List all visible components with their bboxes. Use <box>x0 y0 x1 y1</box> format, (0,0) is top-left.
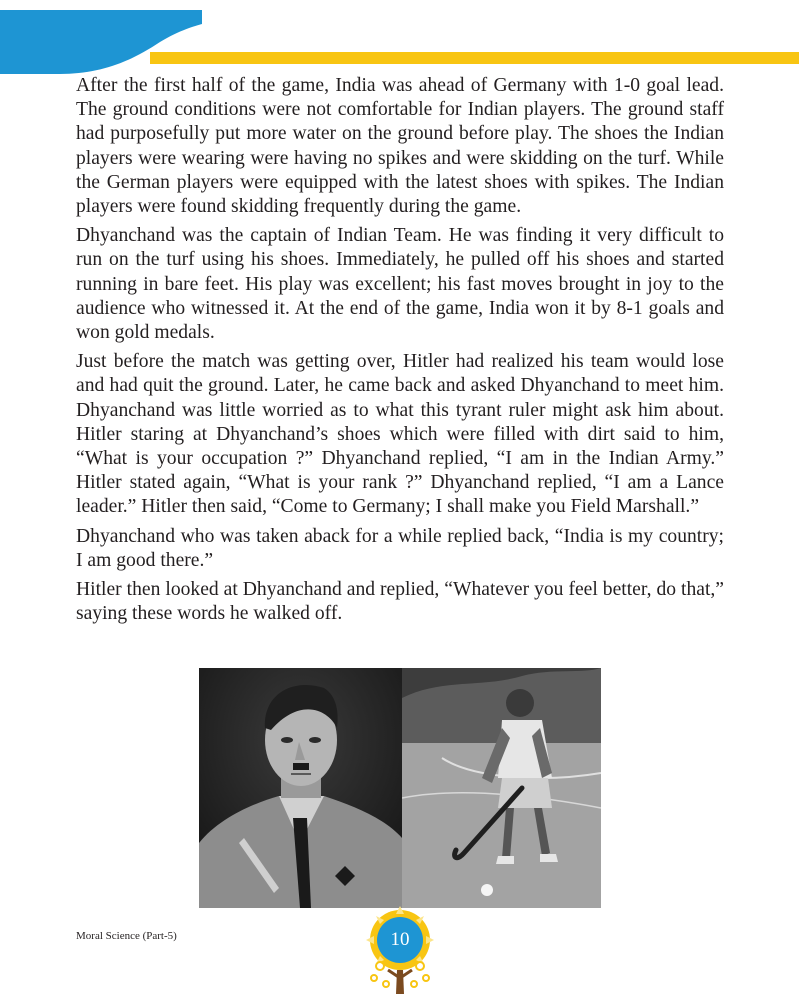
paragraph-4: Dhyanchand who was taken aback for a while replied back, “India is my country; I am good there.” <box>76 525 724 571</box>
page-number: 10 <box>377 917 423 963</box>
photo-strip <box>199 668 601 908</box>
story-text <box>76 74 724 631</box>
dhyanchand-hockey-photo <box>402 668 601 908</box>
paragraph-3: Just before the match was getting over, Hitler had realized his team would lose and had quit the ground. Later, he came back and asked Dhyanchand to meet him. Dhyanchand was little worried as to what this tyrant ruler might ask him about. Hitler staring at Dhyanchand’s shoes which were filled with dirt said to him, “What is your occupation ?” Dhyanchand replied, “I am in the Indian Army.” Hitler stated again, “What is your rank ?” Dhyanchand replied, “I am a Lance leader.” Hitler then said, “Come to Germany; I shall make you Field Marshall.” <box>76 351 724 518</box>
hitler-portrait-photo <box>199 668 402 908</box>
paragraph-5: Hitler then looked at Dhyanchand and replied, “Whatever you feel better, do that,” saying these words he walked off. <box>76 579 724 625</box>
page-number-badge <box>366 906 436 996</box>
header-yellow-bar <box>150 52 799 64</box>
paragraph-1: After the first half of the game, India was ahead of Germany with 1-0 goal lead. The ground conditions were not comfortable for Indian players. The ground staff had purposefully put more water on the ground before play. The shoes the Indian players were wearing were having no spikes and were skidding on the turf. While the German players were equipped with the latest shoes with spikes. The Indian players were found skidding frequently during the game. <box>76 75 724 218</box>
book-title: Moral Science (Part-5) <box>76 930 177 942</box>
paragraph-2: Dhyanchand was the captain of Indian Team. He was finding it very difficult to run on the turf using his shoes. Immediately, he pulled off his shoes and started running in bare feet. His play was excellent; his fast moves brought in joy to the audience who witnessed it. At the end of the game, India won it by 8-1 goals and won gold medals. <box>76 225 724 344</box>
